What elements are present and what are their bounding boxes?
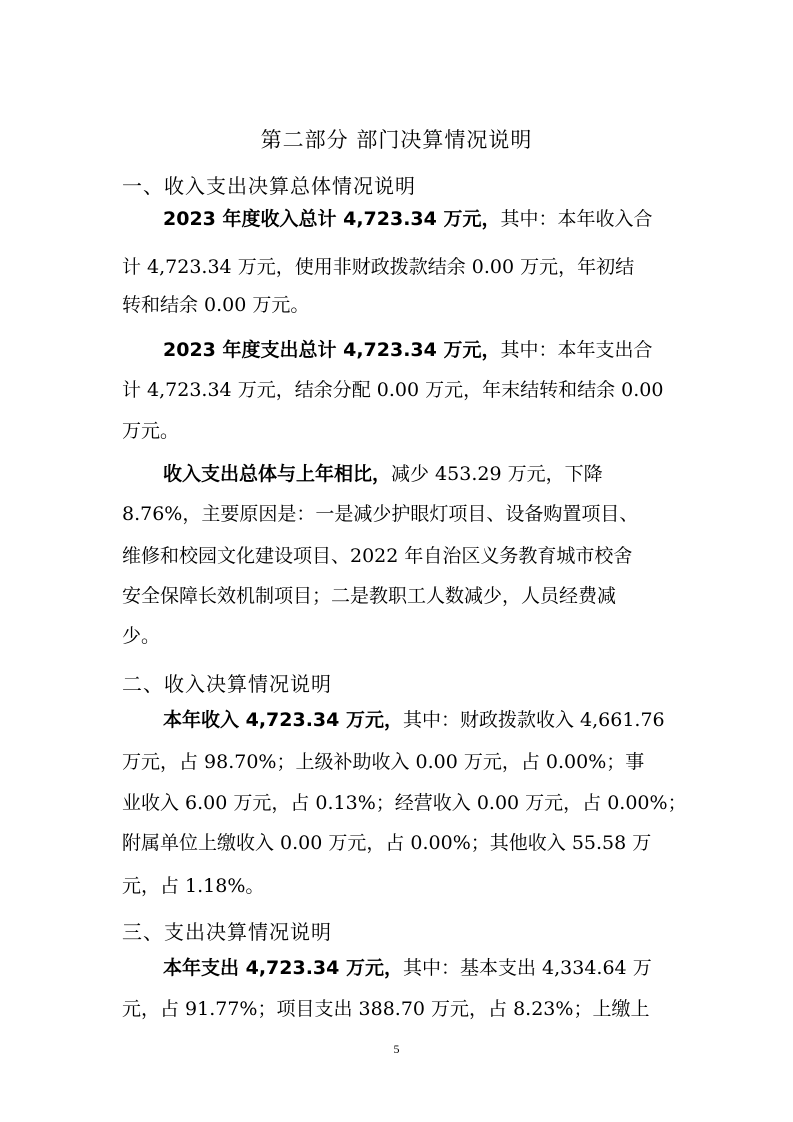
section-2-heading: 二、收入决算情况说明 [122,672,332,696]
s2-p1-line-2: 万元，占 98.70%；上级补助收入 0.00 万元，占 0.00%；事 [122,751,645,773]
s1-p3-line-2: 8.76%，主要原因是：一是减少护眼灯项目、设备购置项目、 [122,503,639,525]
s1-p1-bold: 2023 年度收入总计 4,723.34 万元， [163,208,501,230]
s1-p3-l1-rest: 减少 453.29 万元，下降 [391,463,603,485]
s2-p1-line-5: 元，占 1.18%。 [122,875,265,897]
page-number: 5 [393,1042,400,1056]
s2-p1-bold: 本年收入 4,723.34 万元， [163,709,403,731]
s1-p1-line-1 [163,206,683,232]
s2-p1-line-1 [163,707,683,733]
s1-p3-line-4: 安全保障长效机制项目；二是教职工人数减少，人员经费减 [122,585,617,607]
s1-p1-l1-rest: 其中：本年收入合 [500,208,653,230]
s1-p1-line-3: 转和结余 0.00 万元。 [122,294,310,316]
s1-p3-bold: 收入支出总体与上年相比， [163,463,392,485]
s2-p1-l1-rest: 其中：财政拨款收入 4,661.76 [403,709,665,731]
s3-p1-line-1 [163,955,683,981]
s1-p3-line-5: 少。 [122,625,161,647]
s1-p2-bold: 2023 年度支出总计 4,723.34 万元， [163,339,501,361]
section-3-heading: 三、支出决算情况说明 [122,920,332,944]
s2-p1-line-4: 附属单位上缴收入 0.00 万元，占 0.00%；其他收入 55.58 万 [122,832,652,854]
s1-p2-l1-rest: 其中：本年支出合 [500,339,653,361]
s1-p3-line-1 [163,461,683,487]
s3-p1-line-2: 元，占 91.77%；项目支出 388.70 万元，占 8.23%；上缴上 [122,998,650,1020]
page-title: 第二部分 部门决算情况说明 [260,128,533,152]
s1-p2-line-2: 计 4,723.34 万元，结余分配 0.00 万元，年末结转和结余 0.00 [122,379,664,401]
s1-p2-line-3: 万元。 [122,420,180,442]
s1-p1-line-2: 计 4,723.34 万元，使用非财政拨款结余 0.00 万元，年初结 [122,256,635,278]
s3-p1-bold: 本年支出 4,723.34 万元， [163,957,403,979]
s2-p1-line-3: 业收入 6.00 万元，占 0.13%；经营收入 0.00 万元，占 0.00%； [122,792,687,814]
s1-p2-line-1 [163,337,683,363]
s1-p3-line-3: 维修和校园文化建设项目、2022 年自治区义务教育城市校舍 [122,545,633,567]
section-1-heading: 一、收入支出决算总体情况说明 [122,174,416,198]
s3-p1-l1-rest: 其中：基本支出 4,334.64 万 [403,957,652,979]
